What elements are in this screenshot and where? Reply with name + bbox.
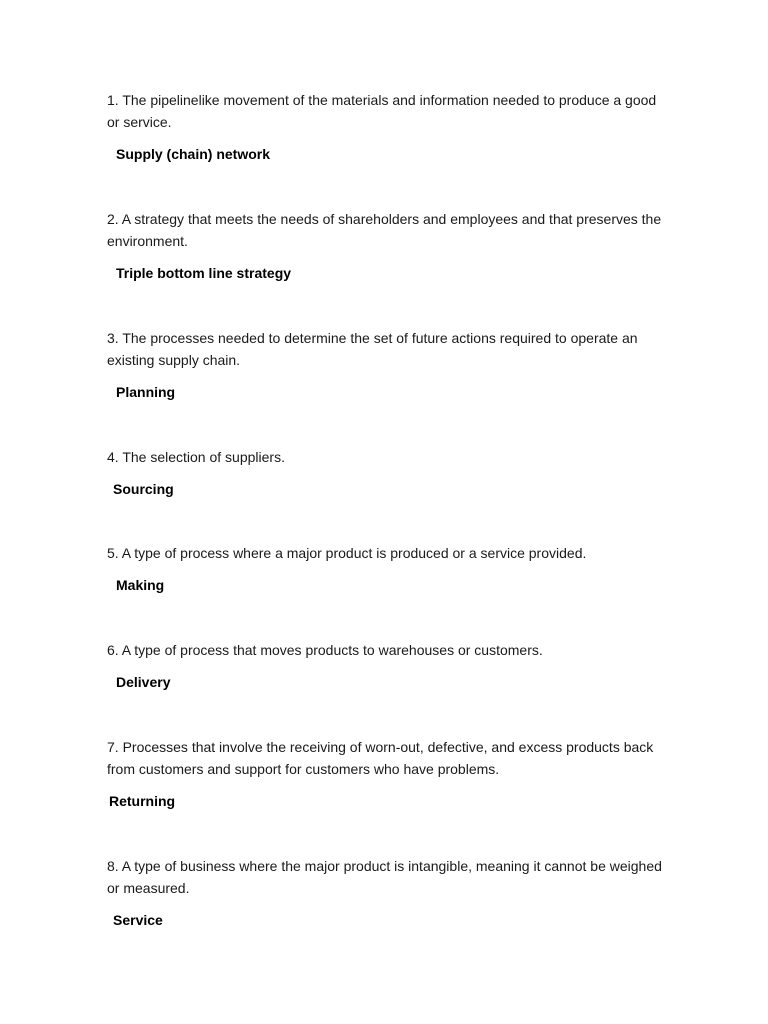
question-block-2 [107, 208, 662, 284]
question-block-1 [107, 89, 662, 165]
answer-text: Supply (chain) network [116, 146, 271, 162]
answer-text: Making [116, 577, 165, 593]
question-block-8 [107, 855, 662, 931]
question-block-3 [107, 327, 662, 403]
question-text: 8. A type of business where the major product is intangible, meaning it cannot be weighed or measured. [107, 858, 662, 896]
question-block-4 [107, 446, 662, 500]
question-text: 4. The selection of suppliers. [107, 449, 285, 465]
question-text: 6. A type of process that moves products to warehouses or customers. [107, 642, 543, 658]
answer-text: Delivery [116, 674, 171, 690]
question-block-7 [107, 736, 662, 812]
answer-text: Sourcing [113, 481, 174, 497]
question-block-5 [107, 542, 662, 596]
answer-text: Returning [109, 793, 176, 809]
question-text: 2. A strategy that meets the needs of shareholders and employees and that preserves the environment. [107, 211, 662, 249]
answer-text: Service [113, 912, 163, 928]
answer-text: Planning [116, 384, 176, 400]
answer-text: Triple bottom line strategy [116, 265, 292, 281]
question-text: 5. A type of process where a major product is produced or a service provided. [107, 545, 587, 561]
question-text: 3. The processes needed to determine the set of future actions required to operate an existing supply chain. [107, 330, 638, 368]
question-text: 1. The pipelinelike movement of the materials and information needed to produce a good or service. [107, 92, 657, 130]
question-block-6 [107, 639, 662, 693]
question-text: 7. Processes that involve the receiving of worn-out, defective, and excess products back from customers and support for customers who have problems. [107, 739, 654, 777]
